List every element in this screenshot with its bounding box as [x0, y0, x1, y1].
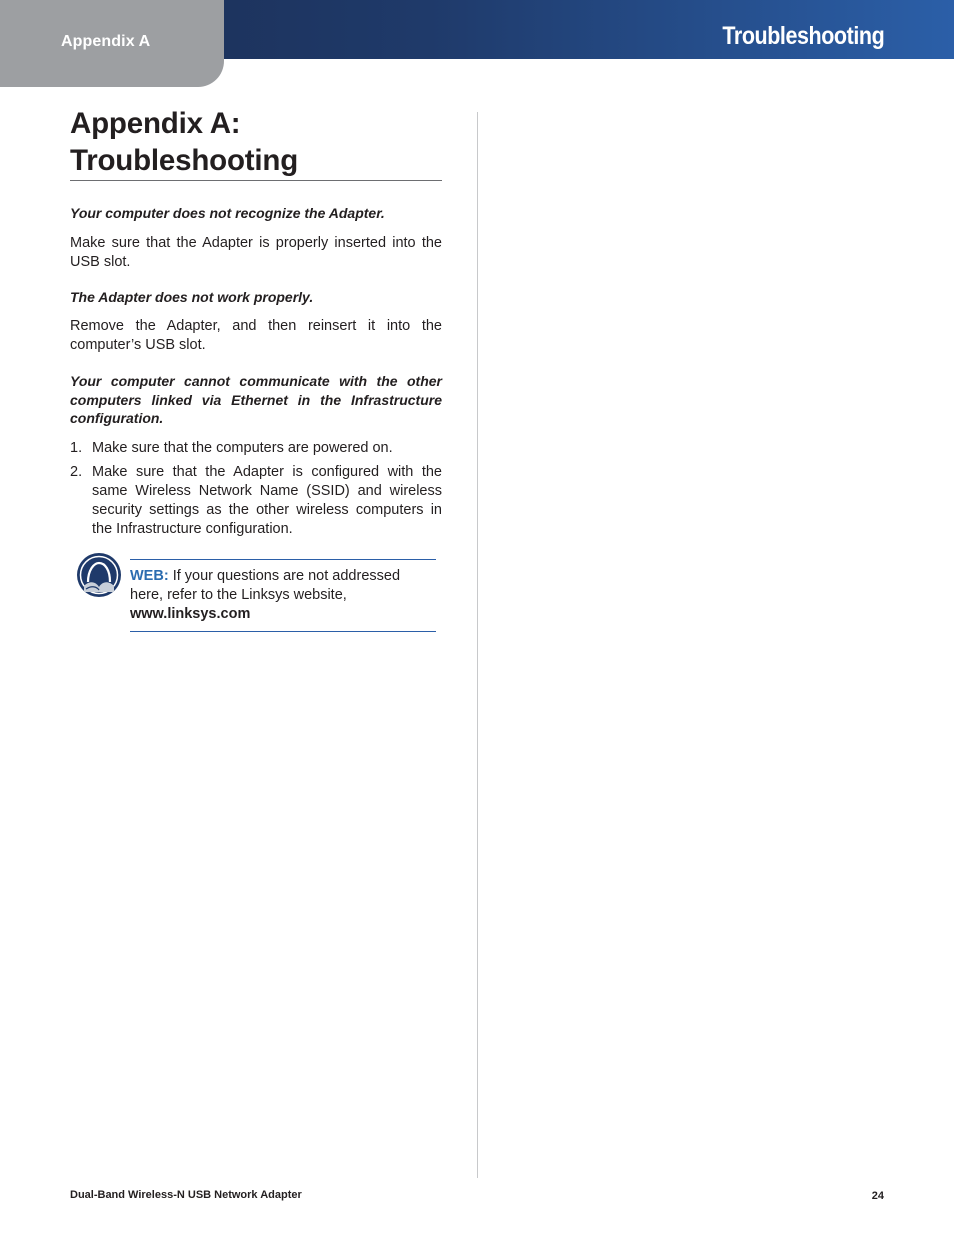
list-item-text: Make sure that the Adapter is configured with the same Wireless Network Name (SSID) and wireless security settings as the other wireless computers in the Infrastructure configuration. — [92, 463, 442, 537]
list-item-text: Make sure that the computers are powered on. — [92, 439, 393, 456]
section-tab-label: Appendix A — [61, 33, 151, 50]
web-globe-icon — [76, 552, 122, 598]
footer-product-name: Dual-Band Wireless-N USB Network Adapter — [70, 1189, 302, 1201]
note-label: WEB: — [130, 568, 169, 584]
page-title-line1: Appendix A: — [70, 107, 241, 140]
issue-question: The Adapter does not work properly. — [70, 288, 314, 305]
page-title-line2: Troubleshooting — [70, 144, 299, 177]
page-title — [70, 105, 442, 181]
section-tab — [0, 0, 224, 87]
chapter-title: Troubleshooting — [722, 22, 884, 50]
note-text-box — [130, 559, 436, 632]
column-divider — [477, 112, 478, 1178]
list-item-number: 1. — [70, 439, 83, 456]
issue-question: Your computer does not recognize the Adapter. — [70, 205, 385, 221]
main-column — [70, 105, 442, 622]
web-note — [70, 552, 442, 622]
website-link[interactable]: www.linksys.com — [130, 606, 251, 622]
note-text: If your questions are not addressed here, refer to the Linksys website, — [130, 568, 401, 603]
footer-page-number: 24 — [871, 1190, 884, 1202]
issue-answer: Remove the Adapter, and then reinsert it into the computer’s USB slot. — [70, 318, 442, 353]
list-item — [70, 463, 442, 539]
issue-answer: Make sure that the Adapter is properly inserted into the USB slot. — [70, 234, 442, 270]
issue-question: Your computer cannot communicate with the other computers linked via Ethernet in the Infrastructure configuration. — [70, 373, 442, 426]
list-item-number: 2. — [70, 463, 83, 480]
steps-list — [70, 439, 442, 539]
list-item — [70, 439, 442, 458]
